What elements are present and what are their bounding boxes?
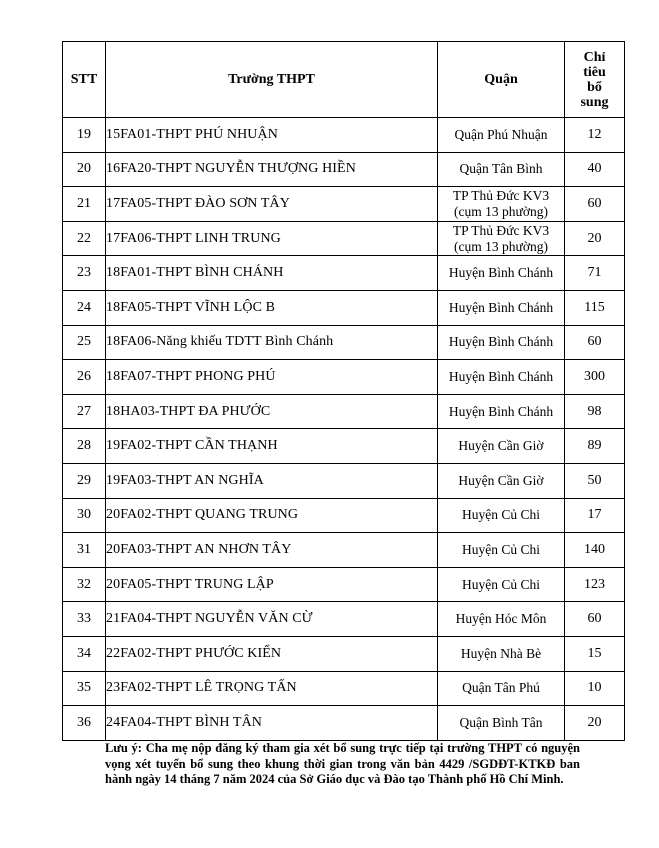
row-quota: 115 [565,290,625,325]
table-row [63,567,625,602]
row-district-line: Huyện Củ Chi [461,507,540,523]
row-school-name: 19FA03-THPT AN NGHĨA [106,463,438,498]
table-row [63,152,625,187]
row-quota: 89 [565,429,625,464]
row-school-name: 20FA05-THPT TRUNG LẬP [106,567,438,602]
table-row [63,498,625,533]
row-quota: 300 [565,360,625,395]
row-district-line: Quận Tân Bình [459,161,543,177]
row-quota: 50 [565,463,625,498]
row-district-line: Huyện Bình Chánh [448,368,554,384]
row-school-name: 24FA04-THPT BÌNH TÂN [106,706,438,741]
row-district-line: (cụm 13 phường) [454,203,548,219]
table-row [63,706,625,741]
row-district [438,256,565,291]
row-district [438,533,565,568]
row-school-name: 20FA02-THPT QUANG TRUNG [106,498,438,533]
row-stt: 19 [63,118,106,153]
row-stt: 23 [63,256,106,291]
row-district-line: Huyện Cần Giờ [458,438,544,454]
table-row [63,325,625,360]
row-stt: 21 [63,187,106,222]
row-district-line: Huyện Nhà Bè [460,645,542,661]
row-school-name: 18FA05-THPT VĨNH LỘC B [106,290,438,325]
row-school-name: 20FA03-THPT AN NHƠN TÂY [106,533,438,568]
row-school-name: 22FA02-THPT PHƯỚC KIỂN [106,636,438,671]
header-quota-line: sung [580,94,609,110]
row-stt: 26 [63,360,106,395]
table-row [63,394,625,429]
row-district-line: Huyện Bình Chánh [448,265,554,281]
row-school-name: 18HA03-THPT ĐA PHƯỚC [106,394,438,429]
row-quota: 15 [565,636,625,671]
row-school-name: 15FA01-THPT PHÚ NHUẬN [106,118,438,153]
table-row [63,463,625,498]
row-stt: 30 [63,498,106,533]
row-stt: 34 [63,636,106,671]
table-row [63,602,625,637]
row-quota: 123 [565,567,625,602]
row-school-name: 18FA01-THPT BÌNH CHÁNH [106,256,438,291]
footnote-note: Lưu ý: Cha mẹ nộp đăng ký tham gia xét bổ sung trực tiếp tại trường THPT có nguyện vọng xét tuyển bổ sung theo khung thời gian trong văn bản 4429 /SGDĐT-KTKĐ ban hành ngày 14 tháng 7 năm 2024 của Sở Giáo dục và Đào tạo Thành phố Hồ Chí Minh. [105,741,580,786]
row-stt: 29 [63,463,106,498]
row-stt: 20 [63,152,106,187]
header-quota-line: bổ [587,79,602,95]
header-quota-line: Chỉ [583,49,606,65]
row-quota: 60 [565,187,625,222]
row-school-name: 21FA04-THPT NGUYỄN VĂN CỪ [106,602,438,637]
table-row [63,256,625,291]
header-school: Trường THPT [106,42,438,118]
row-quota: 17 [565,498,625,533]
row-school-name: 18FA07-THPT PHONG PHÚ [106,360,438,395]
row-quota: 60 [565,325,625,360]
row-district [438,498,565,533]
row-quota: 20 [565,706,625,741]
row-school-name: 23FA02-THPT LÊ TRỌNG TẤN [106,671,438,706]
row-district [438,706,565,741]
row-district [438,221,565,256]
row-quota: 20 [565,221,625,256]
table-row [63,118,625,153]
row-district [438,290,565,325]
row-school-name: 16FA20-THPT NGUYỄN THƯỢNG HIỀN [106,152,438,187]
row-district [438,325,565,360]
table-header-row [63,42,625,118]
row-district [438,602,565,637]
row-district-line: Huyện Bình Chánh [448,403,554,419]
row-district [438,394,565,429]
row-district [438,152,565,187]
row-quota: 140 [565,533,625,568]
row-school-name: 17FA05-THPT ĐÀO SƠN TÂY [106,187,438,222]
row-district-line: Quận Tân Phú [462,680,540,696]
row-stt: 35 [63,671,106,706]
row-district-line: Huyện Cần Giờ [458,472,544,488]
row-district [438,360,565,395]
table-row [63,187,625,222]
row-stt: 24 [63,290,106,325]
row-stt: 33 [63,602,106,637]
table-row [63,636,625,671]
row-district-line: Huyện Củ Chi [461,541,540,557]
row-stt: 36 [63,706,106,741]
row-quota: 60 [565,602,625,637]
row-stt: 28 [63,429,106,464]
header-quota [565,42,625,118]
row-district [438,636,565,671]
row-quota: 98 [565,394,625,429]
row-district [438,429,565,464]
header-stt: STT [63,42,106,118]
row-school-name: 17FA06-THPT LINH TRUNG [106,221,438,256]
row-district-line: Quận Bình Tân [459,714,543,730]
row-district-line: TP Thủ Đức KV3 [452,187,550,203]
table-body [63,118,625,741]
table-row [63,671,625,706]
row-district-line: Huyện Củ Chi [461,576,540,592]
row-district-line: Quận Phú Nhuận [454,126,548,142]
supplementary-quota-table [62,41,625,741]
row-district-line: Huyện Hóc Môn [455,611,547,627]
table-row [63,429,625,464]
row-district [438,671,565,706]
row-district-line: TP Thủ Đức KV3 [452,222,550,238]
row-district [438,187,565,222]
table-row [63,533,625,568]
row-district [438,567,565,602]
row-stt: 32 [63,567,106,602]
row-school-name: 18FA06-Năng khiếu TDTT Bình Chánh [106,325,438,360]
row-quota: 40 [565,152,625,187]
table-row [63,221,625,256]
header-quota-line: tiêu [583,64,606,80]
row-stt: 25 [63,325,106,360]
table-row [63,290,625,325]
header-district: Quận [438,42,565,118]
row-quota: 10 [565,671,625,706]
row-school-name: 19FA02-THPT CẦN THẠNH [106,429,438,464]
row-district [438,463,565,498]
row-stt: 27 [63,394,106,429]
row-stt: 31 [63,533,106,568]
row-quota: 71 [565,256,625,291]
row-district-line: Huyện Bình Chánh [448,299,554,315]
row-district-line: Huyện Bình Chánh [448,334,554,350]
row-quota: 12 [565,118,625,153]
table-row [63,360,625,395]
row-district [438,118,565,153]
row-stt: 22 [63,221,106,256]
row-district-line: (cụm 13 phường) [454,238,548,254]
